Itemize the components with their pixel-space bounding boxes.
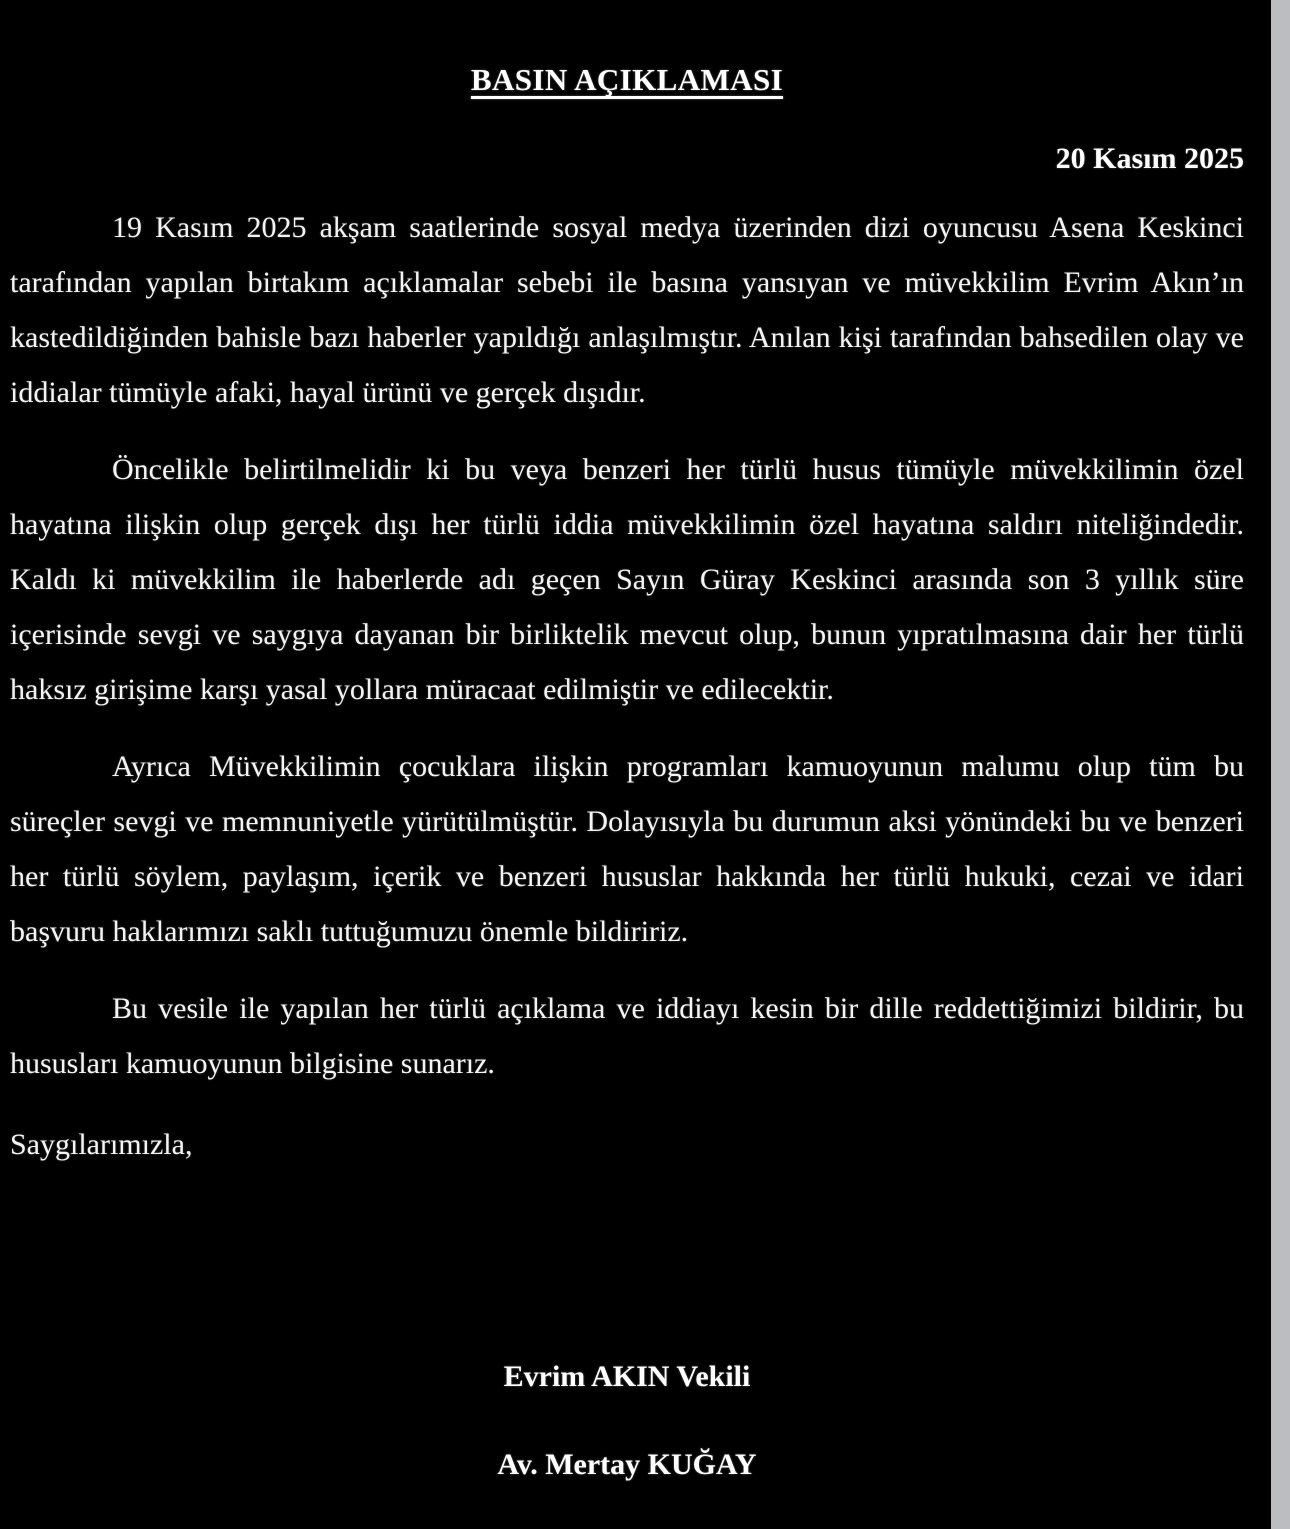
document-date: 20 Kasım 2025: [1055, 142, 1244, 175]
document-body: [10, 176, 1244, 1172]
paragraph-3: Ayrıca Müvekkilimin çocuklara ilişkin programları kamuoyunun malumu olup tüm bu süreçler sevgi ve memnuniyetle yürütülmüştür. Dolayısıyla bu durumun aksi yönündeki bu ve benzeri her türlü söylem, paylaşım, içerik ve benzeri hususlar hakkında her türlü hukuki, cezai ve idari başvuru haklarımızı saklı tuttuğumuzu önemle bildiririz.: [10, 750, 1244, 948]
paragraph-2: Öncelikle belirtilmelidir ki bu veya benzeri her türlü husus tümüyle müvekkilimin özel hayatına ilişkin olup gerçek dışı her türlü iddia müvekkilimin özel hayatına saldırı niteliğindedir. Kaldı ki müvekkilim ile haberlerde adı geçen Sayın Güray Keskinci arasında son 3 yıllık süre içerisinde sevgi ve saygıya dayanan bir birliktelik mevcut olup, bunun yıpratılmasına dair her türlü haksız girişime karşı yasal yollara müracaat edilmiştir ve edilecektir.: [10, 453, 1244, 706]
paragraph-1: 19 Kasım 2025 akşam saatlerinde sosyal medya üzerinden dizi oyuncusu Asena Keskinci tarafından yapılan birtakım açıklamalar sebebi ile basına yansıyan ve müvekkilim Evrim Akın’ın kastedildiğinden bahisle bazı haberler yapıldığı anlaşılmıştır. Anılan kişi tarafından bahsedilen olay ve iddialar tümüyle afaki, hayal ürünü ve gerçek dışıdır.: [10, 211, 1244, 409]
paragraph-4: Bu vesile ile yapılan her türlü açıklama ve iddiayı kesin bir dille reddettiğimizi bildirir, bu hususları kamuoyunun bilgisine sunarız.: [10, 992, 1244, 1080]
page-title: BASIN AÇIKLAMASI: [470, 62, 784, 97]
signature-name: Av. Mertay KUĞAY: [497, 1448, 757, 1481]
right-edge-strip: [1271, 0, 1290, 1529]
signature-block: [10, 1355, 1244, 1487]
document-content: [10, 0, 1244, 1172]
signature-role: Evrim AKIN Vekili: [503, 1360, 751, 1393]
closing-salutation: Saygılarımızla,: [10, 1128, 193, 1161]
